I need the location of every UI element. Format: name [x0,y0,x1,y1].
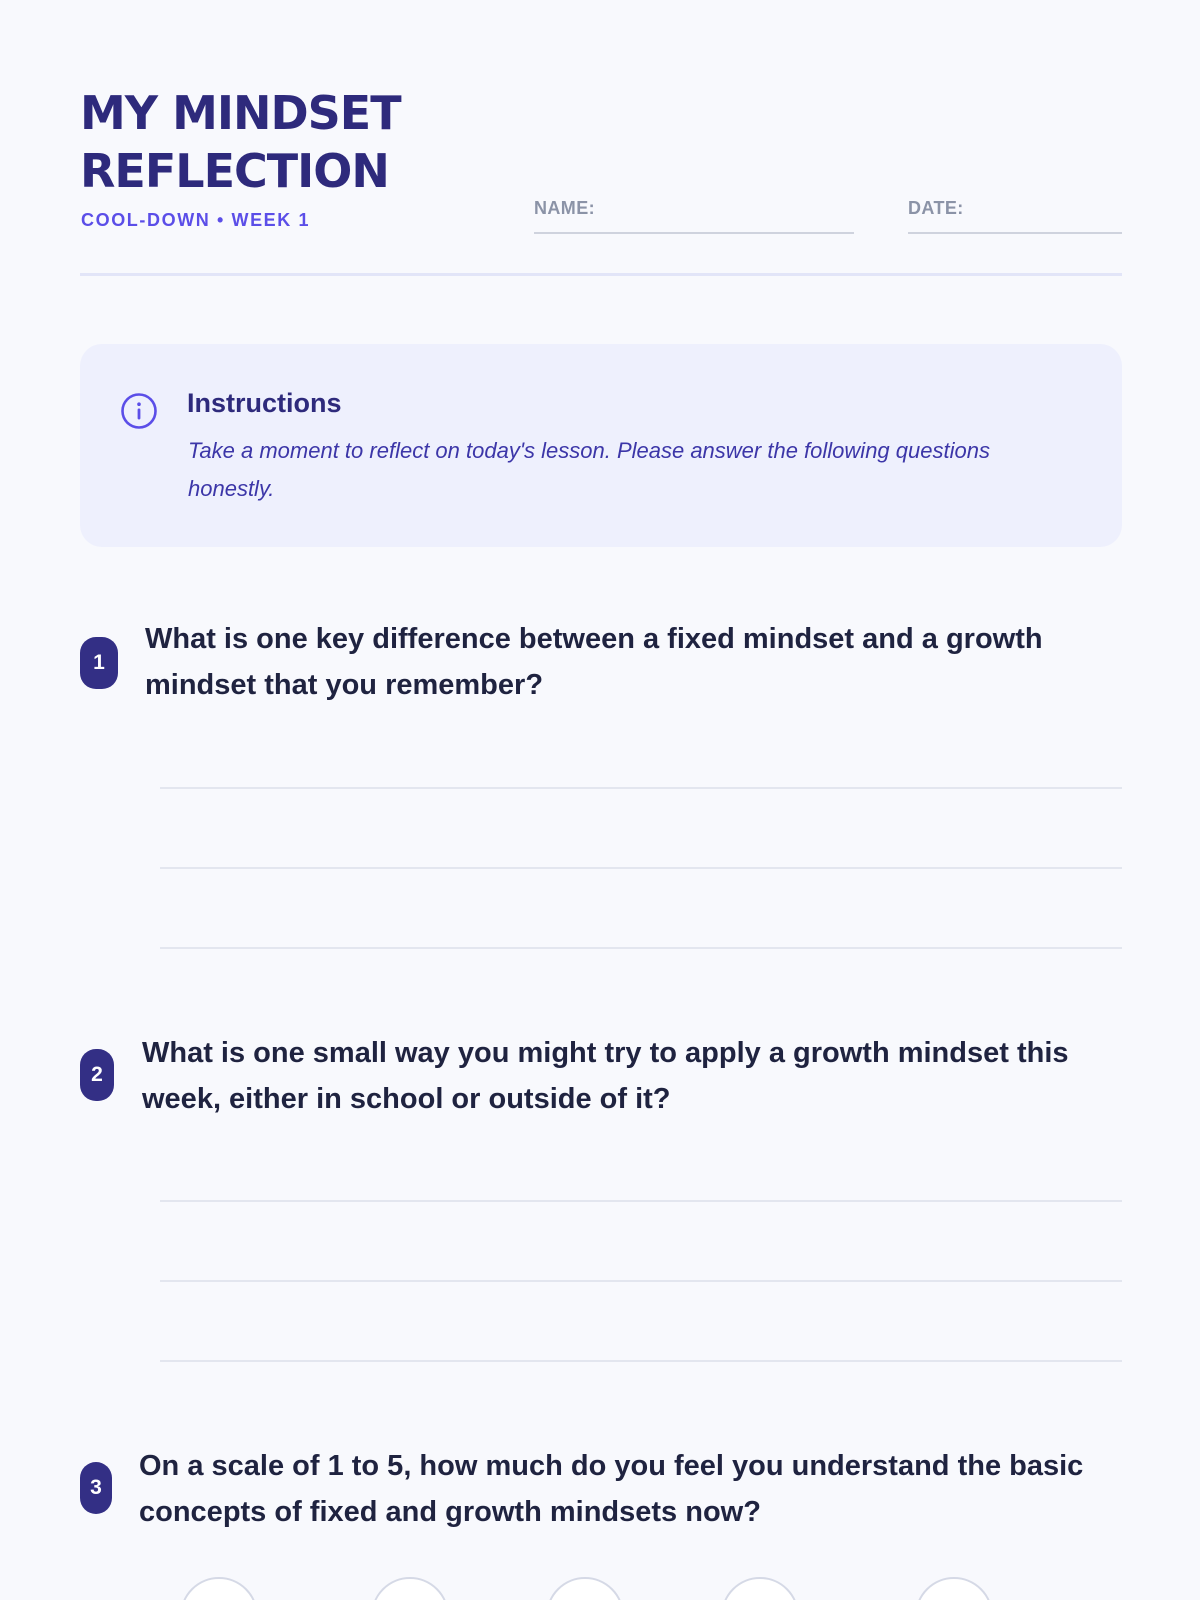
question-1-number: 1 [80,637,118,689]
answer-line[interactable] [160,1280,1122,1282]
date-label: DATE: [908,198,964,218]
page-title [80,84,401,200]
rating-option-5[interactable] [915,1577,993,1600]
answer-line[interactable] [160,787,1122,789]
instructions-title: Instructions [187,388,342,418]
instructions-box [80,344,1122,547]
name-field[interactable] [534,198,854,234]
question-3-number: 3 [80,1462,112,1514]
rating-option-1[interactable] [180,1577,258,1600]
name-label: NAME: [534,198,595,218]
instructions-text: Take a moment to reflect on today's lesson. Please answer the following questions honestly. [188,438,990,501]
rating-option-3[interactable] [546,1577,624,1600]
date-field[interactable] [908,198,1122,234]
question-2-text: What is one small way you might try to apply a growth mindset this week, either in school or outside of it? [142,1037,1069,1115]
answer-line[interactable] [160,947,1122,949]
info-icon [120,392,158,430]
question-1-text: What is one key difference between a fixed mindset and a growth mindset that you remember? [145,623,1043,701]
answer-line[interactable] [160,1200,1122,1202]
answer-line[interactable] [160,1360,1122,1362]
answer-line[interactable] [160,867,1122,869]
page-title-line-1: MY MINDSET [80,86,401,140]
header-divider [80,273,1122,276]
page-title-line-2: REFLECTION [80,144,389,198]
question-3-text: On a scale of 1 to 5, how much do you feel you understand the basic concepts of fixed and growth mindsets now? [139,1450,1084,1528]
page-subtitle: COOL-DOWN • WEEK 1 [81,210,311,230]
rating-option-2[interactable] [371,1577,449,1600]
question-2-number: 2 [80,1049,114,1101]
rating-option-4[interactable] [721,1577,799,1600]
